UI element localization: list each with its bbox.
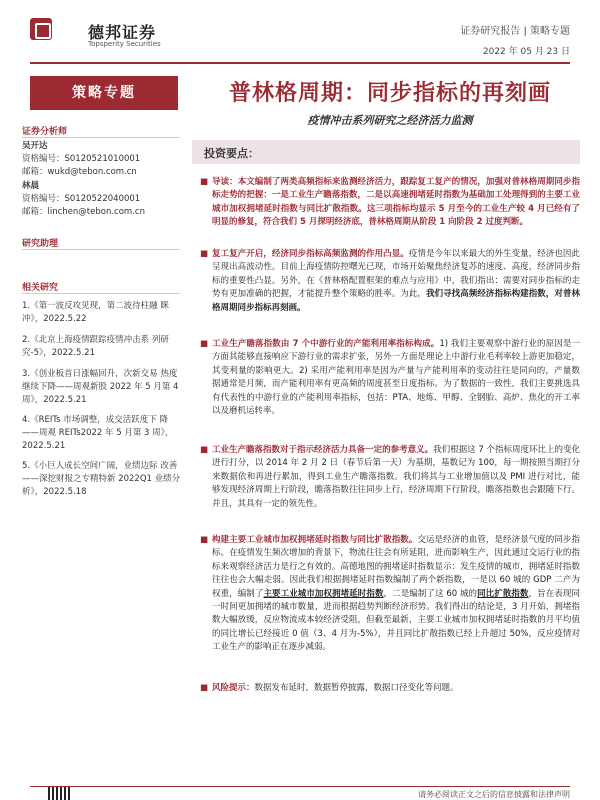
bullet-lead: 工业生产瞻落指数由 7 个中游行业的产能利用率指标构成。 — [212, 339, 440, 349]
footer-disclaimer: 请务必阅读正文之后的信息披露和法律声明 — [418, 790, 570, 799]
bullet-body: 交运是经济的血管，是经济景气度的同步指标。在疫情发生频次增加的背景下，物流往往会有所延阻，进而影响生产，因此通过交运行业的指标来观察经济活力是行之有效的。高德地图的拥堵延时指数显示：发生疫情的城市，拥堵延时指数往往也会大幅走弱。因此我们根据拥堵延时指数编制了两个新指数，一是以 60 城的 GDP 二产为权重，编制了 — [212, 535, 580, 599]
analyst-cert: 资格编号：S0120522040001 — [22, 194, 141, 204]
related-item[interactable]: 1.《第一波反攻见现，第二波待柱融 眯冲》，2022.5.22 — [22, 301, 169, 324]
report-date: 2022 年 05 月 23 日 — [482, 47, 570, 57]
assistant-section-label: 研究助理 — [22, 239, 59, 249]
footer-divider — [30, 786, 570, 787]
section-divider — [22, 137, 180, 138]
bullet-underline: 主要工业城市加权拥堵延时指数 — [263, 588, 384, 599]
analyst-1 — [22, 140, 140, 179]
related-item[interactable]: 4.《REITs 市场调整，成交活跃度下 降——周观 REITs2022 年 5 月第 3 周》，2022.5.21 — [22, 415, 174, 451]
related-item[interactable]: 2.《北京上海疫情跟踪疫情冲击系 列研究-5》，2022.5.21 — [22, 335, 169, 358]
bullet-marker-icon: ■ — [200, 535, 209, 545]
bullet-marker-icon: ■ — [200, 339, 209, 349]
analyst-name: 林晨 — [22, 181, 40, 191]
analyst-email[interactable]: 邮箱：linchen@tebon.com.cn — [22, 207, 145, 217]
related-item[interactable]: 5.《小巨人成长空间广阔，业绩边际 改善——深挖财报之专精特新 2022Q1 业绩分析》，2022.5.18 — [22, 461, 181, 497]
bullet-marker-icon: ■ — [200, 683, 209, 693]
header-divider — [30, 62, 570, 64]
bullet-marker-icon: ■ — [200, 177, 209, 187]
brand-name-en: Topsperity Securities — [88, 40, 161, 48]
bullet-lead: 工业生产瞻落指数对于指示经济活力具备一定的参考意义。 — [212, 445, 434, 455]
bullet-lead: 导读： — [212, 177, 238, 187]
section-divider — [22, 293, 180, 294]
bullet-body: 我们根据这 7 个指标周度环比上的变化进行打分，以 2014 年 2 月 2 日（春节后第一天）为基期，基数记为 100，每一期按照当期打分来数据依和再进行累加，得到工业生产瞻落指数。我们将其与工业增加值以及 PMI 进行对比，能够发现经济周期上行阶段，瞻落指数往往同步上行，经济周期下行阶段，瞻落指数也会跟随下行。并且，其具有一定的领先性。 — [212, 445, 580, 509]
bullet-lead: 构建主要工业城市加权拥堵延时指数与同比扩散指数。 — [212, 535, 418, 545]
brand-name-cn: 德邦证券 — [88, 23, 157, 42]
bullet-marker-icon: ■ — [200, 445, 209, 455]
analyst-2 — [22, 180, 145, 219]
gist-label: 投资要点： — [204, 147, 259, 160]
logo-mark-icon — [30, 18, 52, 40]
qr-code-icon — [48, 787, 70, 800]
related-section-label: 相关研究 — [22, 283, 59, 293]
bullet-lead: 风险提示： — [212, 683, 255, 693]
bullet-body: 数据发布延时，数据暂停披露，数据口径变化等问题。 — [254, 683, 459, 693]
report-type: 证券研究报告 | 策略专题 — [460, 26, 570, 37]
bullet-marker-icon: ■ — [200, 249, 209, 259]
report-subtitle: 疫情冲击系列研究之经济活力监测 — [307, 114, 473, 127]
bullet-resumption — [200, 248, 580, 315]
bullet-index-composition — [200, 338, 580, 418]
bullet-intro — [200, 176, 580, 230]
analyst-cert: 资格编号：S0120521010001 — [22, 154, 141, 164]
category-badge: 策略专题 — [30, 76, 178, 110]
company-logo — [30, 18, 78, 46]
bullet-index-reference — [200, 444, 580, 511]
section-divider — [22, 249, 180, 250]
bullet-congestion-index — [200, 534, 580, 655]
bullet-lead-text: 本文编制了两类高频指标来监测经济活力，跟踪复工复产的情况，加强对普林格周期同步指标走势的把握：一是工业生产瞻落指数，二是以高速拥堵延时指数为基础加工处理得到的主要工业城市加权拥堵延时指数与同比扩散指数。这三项指标均显示 5 月至今的工业生产较 4 月已经有了明显的修复，符合我们 5 月探明经济底，普林格周期从阶段 1 向阶段 2 过度判断。 — [212, 177, 580, 228]
related-item[interactable]: 3.《创业板首日涨幅回升，次新交易 热度继续下降——周观新股 2022 年 5 月第 4 周》，2022.5.21 — [22, 369, 179, 405]
analyst-email[interactable]: 邮箱：wukd@tebon.com.cn — [22, 167, 137, 177]
report-title: 普林格周期：同步指标的再刻画 — [228, 81, 551, 106]
analyst-section-label: 证券分析师 — [22, 127, 68, 137]
bullet-tail: 我们寻找高频经济指标构建指数，对普林格周期同步指标再刻画。 — [212, 289, 580, 313]
bullet-lead: 复工复产开启，经济同步指标高频监测的作用凸显。 — [212, 249, 409, 259]
bullet-risk — [200, 682, 580, 695]
bullet-body: 疫情是今年以来最大的外生变量，经济也因此呈现出高波动性。目前上海疫情防控曙光已现，市场开始聚焦经济复苏的速度、高度，经济同步指标的重要性凸显。另外，在《普林格配置框架的难点与应用》中，我们指出：需要对同步指标的走势有更加准确的把握，才能提升整个策略的胜率。为此， — [212, 249, 580, 300]
bullet-body: 1) 我们主要观察中游行业的原因是一方面其能够直接响应下游行业的需求扩张，另外一方面是理论上中游行业毛利率较上游更加稳定，其变利量的影响更大。2) 采用产能利用率是因为产量与产能利用率的变动往往是同向的，产量数据通常是月频，而产能利用率有更高频的周度甚至日度指标。为了数据的一致性，我们主要挑选具有代表性的中游行业的产能利用率指标，包括：PTA、地炼、甲醇、全钢胎、高炉、焦化的开工率以及磨机运转率。 — [212, 339, 580, 417]
bullet-underline: 同比扩散指数 — [477, 588, 529, 599]
analyst-name: 吴开达 — [22, 141, 48, 151]
bullet-mid: ，二是编制了这 60 城的 — [383, 588, 478, 599]
bullet-tail: ，旨在表现同一时间更加拥堵的城市数量，进而根据趋势判断经济形势。我们得出的结论是，3 月开始，拥堵指数大幅放缓，反应物流成本较经济受阻，但截至最新，主要工业城市加权拥堵延时指数的月平均值的同比增长已经接近 0 值（3、4 月为-5%），并且同比扩散指数已经上升超过 50%，反应疫情对工业生产的影响正在逐步减弱。 — [212, 588, 580, 653]
